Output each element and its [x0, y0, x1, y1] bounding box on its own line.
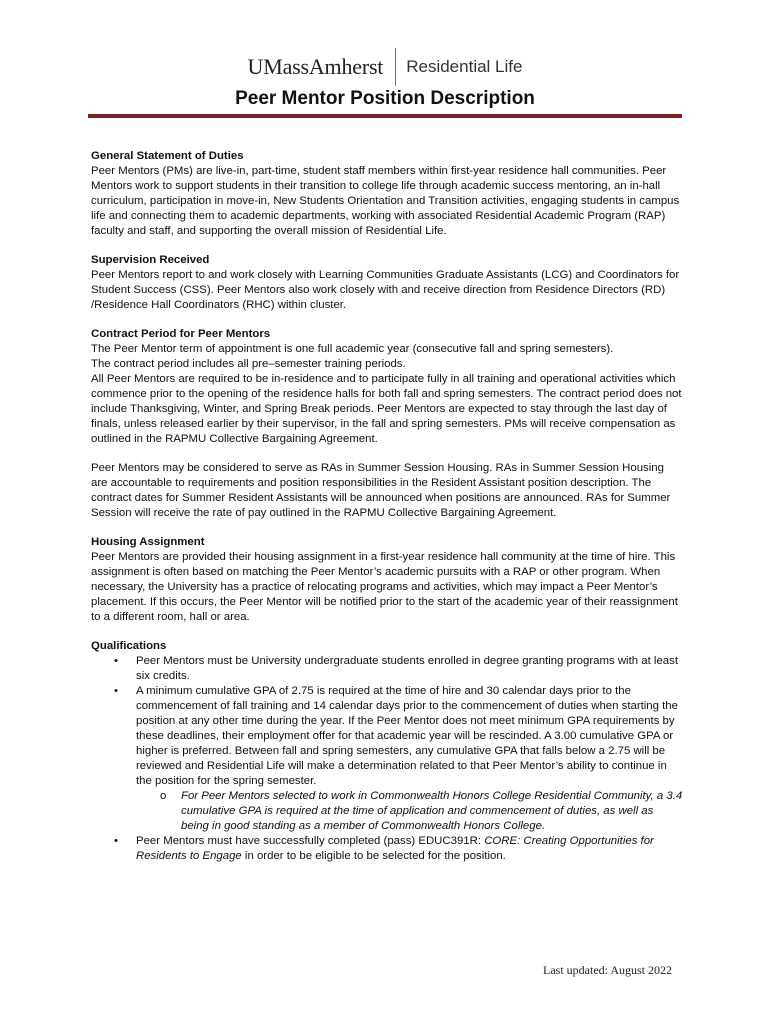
- list-item-text: A minimum cumulative GPA of 2.75 is required at the time of hire and 30 calendar days prior to the commencement of fall training and 14 calendar days prior to the commencement of duties when starting the position at any other time during the year. If the Peer Mentor does not meet minimum GPA requirements by these deadlines, their employment offer for that academic year will be rescinded. A 3.00 cumulative GPA or higher is preferred. Between fall and spring semesters, any cumulative GPA that falls below a 2.75 will be reviewed and Residential Life will make a determination related to that Peer Mentor’s ability to continue in the position for the spring semester.: [136, 685, 678, 787]
- section-heading: Qualifications: [91, 640, 167, 652]
- list-item-text: Peer Mentors must be University undergraduate students enrolled in degree granting programs with at least six credits.: [136, 655, 678, 682]
- section-general-duties: [91, 149, 683, 239]
- section-heading: Housing Assignment: [91, 536, 205, 548]
- qualifications-list: [91, 654, 683, 864]
- sub-list: [136, 789, 683, 834]
- contract-paragraph-1: The Peer Mentor term of appointment is one full academic year (consecutive fall and spring semesters).: [91, 343, 614, 355]
- document-body: [91, 149, 683, 878]
- logo-residential-life: Residential Life: [406, 57, 523, 76]
- paragraph-gap: [91, 447, 683, 461]
- bullet-icon: •: [114, 835, 118, 847]
- sub-list-item: [136, 789, 683, 834]
- course-title: CORE: Creating Opportunities for Residents to Engage: [136, 835, 654, 862]
- page-title: Peer Mentor Position Description: [235, 88, 535, 109]
- section-supervision: [91, 253, 683, 313]
- section-heading: Contract Period for Peer Mentors: [91, 328, 271, 340]
- list-item-text-pre: Peer Mentors must have successfully completed (pass) EDUC391R:: [136, 835, 485, 847]
- contract-paragraph-3: All Peer Mentors are required to be in-residence and to participate fully in all training and operational activities which commence prior to the opening of the residence halls for both fall and spring semesters. The contract period does not include Thanksgiving, Winter, and Spring Break periods. Peer Mentors are expected to stay through the last day of finals, unless released earlier by their supervisor, in the fall and spring semesters. PMs will receive compensation as outlined in the RAPMU Collective Bargaining Agreement.: [91, 373, 682, 445]
- bullet-icon: •: [114, 655, 118, 667]
- contract-paragraph-4: Peer Mentors may be considered to serve as RAs in Summer Session Housing. RAs in Summer Session Housing are accountable to requirements and position responsibilities in the Resident Assistant position description. The contract dates for Summer Resident Assistants will be announced when positions are announced. RAs for Summer Session will receive the rate of pay outlined in the RAPMU Collective Bargaining Agreement.: [91, 462, 671, 519]
- sub-list-item-text: For Peer Mentors selected to work in Commonwealth Honors College Residential Community, a 3.4 cumulative GPA is required at the time of application and commencement of duties, as well as being in good standing as a member of Commonwealth Honors College.: [181, 790, 683, 832]
- bullet-icon: •: [114, 685, 118, 697]
- logo-umass-amherst: UMassAmherst: [247, 54, 384, 79]
- last-updated: Last updated: August 2022: [543, 963, 672, 977]
- section-heading: General Statement of Duties: [91, 150, 244, 162]
- section-housing-assignment: [91, 535, 683, 625]
- section-text: Peer Mentors are provided their housing assignment in a first-year residence hall community at the time of hire. This assignment is often based on matching the Peer Mentor’s academic pursuits with a RAP or other program. When necessary, the University has a practice of relocating programs and activities, which may impact a Peer Mentor’s placement. If this occurs, the Peer Mentor will be notified prior to the start of the academic year of their reassignment to a different room, hall or area.: [91, 551, 678, 623]
- section-text: Peer Mentors (PMs) are live-in, part-time, student staff members within first-year residence hall communities. Peer Mentors work to support students in their transition to college life through academic success mentoring, an in-hall curriculum, participation in move-in, New Students Orientation and Transition activities, engaging students in campus life and connecting them to academic departments, working with associated Residential Academic Program (RAP) faculty and staff, and supporting the overall mission of Residential Life.: [91, 165, 680, 237]
- section-qualifications: [91, 639, 683, 864]
- title-rule: [88, 114, 682, 118]
- section-heading: Supervision Received: [91, 254, 210, 266]
- list-item: [91, 654, 683, 684]
- circle-bullet-icon: o: [160, 790, 167, 802]
- umass-residential-life-logo: [0, 46, 770, 88]
- list-item: [91, 684, 683, 834]
- section-contract-period: [91, 327, 683, 521]
- logo-divider: [395, 48, 396, 86]
- contract-paragraph-2: The contract period includes all pre–semester training periods.: [91, 358, 406, 370]
- list-item: [91, 834, 683, 864]
- section-text: Peer Mentors report to and work closely with Learning Communities Graduate Assistants (LCG) and Coordinators for Student Success (CSS). Peer Mentors also work closely with and receive direction from Residence Directors (RD) /Residence Hall Coordinators (RHC) within cluster.: [91, 269, 680, 311]
- list-item-text-post: in order to be eligible to be selected for the position.: [241, 850, 506, 862]
